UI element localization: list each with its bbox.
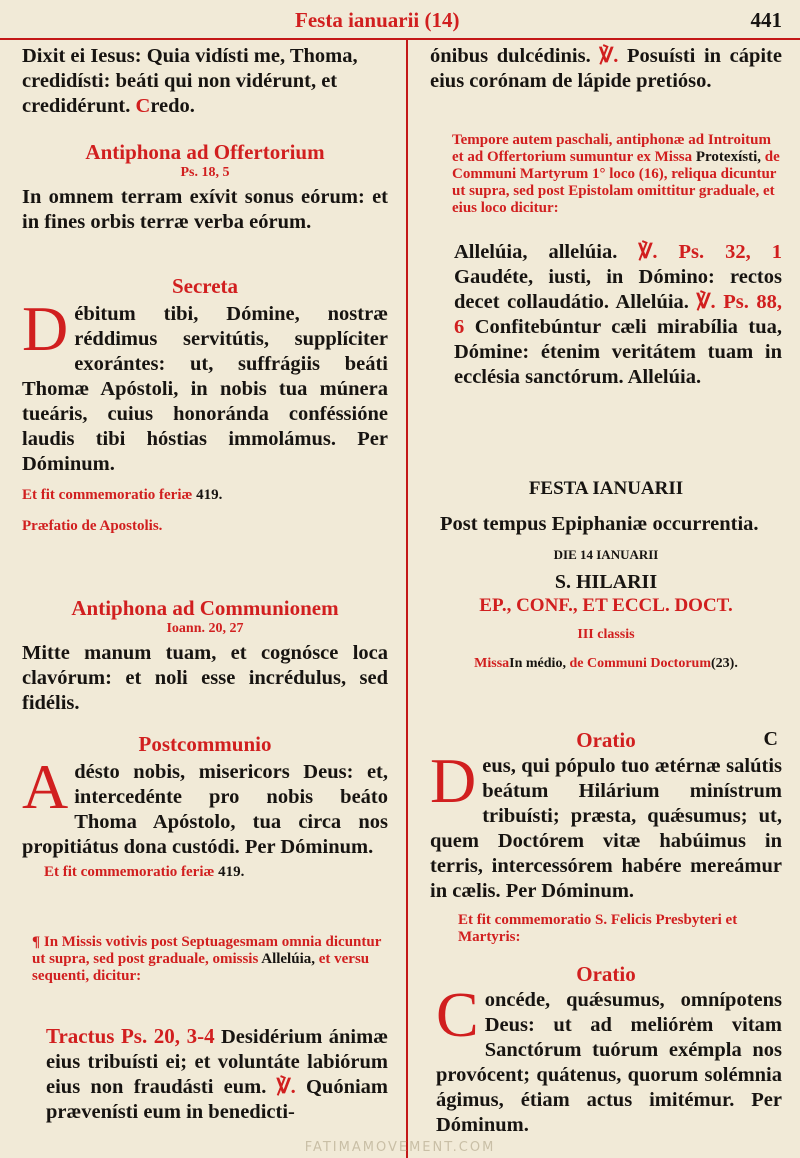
gradual-text-a: ónibus dulcédinis. — [430, 45, 591, 67]
watermark: FATIMAMOVEMENT.COM — [304, 1140, 496, 1155]
page-number: 441 — [750, 8, 782, 32]
oratio-1-heading: Oratio — [576, 728, 636, 752]
credo-rest: redo. — [150, 95, 195, 117]
communion-section — [22, 596, 388, 716]
tract-label: Tractus Ps. 20, 3-4 — [46, 1024, 215, 1048]
offertory-ref: Ps. 18, 5 — [180, 165, 230, 180]
secret-rubric-num: 419. — [196, 487, 223, 503]
tract-versicle: ℣. — [276, 1076, 296, 1098]
offertory-text: In omnem terram exívit sonus eórum: et in fines orbis terræ verba eórum. — [22, 186, 388, 233]
oratio-2-heading: Oratio — [576, 962, 636, 986]
page-header — [0, 0, 800, 38]
gospel-ending — [22, 44, 388, 119]
tract-text-2: Quóniam prævenísti eum in benedicti- — [46, 1076, 389, 1123]
page-title: Festa ianuarii (14) — [295, 8, 460, 32]
preface-rubric: Præfatio de Apostolis. — [22, 518, 163, 534]
gospel-ending-text: Dixit ei Iesus: Quia vidísti me, Thoma, credidísti: beáti qui non vidérunt, et credidérunt. — [22, 45, 358, 117]
header-rule — [0, 38, 800, 40]
tract-text: Desidérium ánimæ eius tribuísti ei; et voluntáte labiórum eius non fraudásti eum. — [46, 1026, 388, 1098]
alleluia-b: Gaudéte, iusti, in Dómino: rectos decet collaudátio. Allelúia. — [454, 266, 782, 313]
alleluia-c: Confitebúntur cæli mirabília tua, Dómine: étenim veritátem tuam in ecclésia sanctórum. Allelúia. — [454, 316, 782, 388]
missa-num: (23). — [711, 656, 738, 671]
paschal-rubric-a: Tempore autem paschali, antiphonæ ad Introitum et ad Offertorium sumuntur ex Missa — [452, 132, 771, 165]
oratio-2-dropcap: C — [436, 979, 479, 1050]
oratio-1-rubric: Et fit commemoratio S. Felicis Presbyteri et Martyris: — [458, 912, 738, 945]
oratio-2-section — [430, 962, 782, 1138]
paschal-rubric-b: de Communi Martyrum 1° loco (16), reliqua dicuntur ut supra, sed post Epistolam omittitur graduale, et eius loco dicitur: — [452, 149, 780, 216]
secret-rubric: Et fit commemoratio feriæ — [22, 487, 193, 503]
postcommunion-rubric: Et fit commemoratio feriæ — [44, 864, 215, 880]
alleluia-verse-1: ℣. Ps. 32, 1 — [638, 241, 783, 263]
votive-rubric — [22, 934, 388, 985]
credo-initial: C — [135, 95, 151, 117]
missa-introit: In médio, — [509, 656, 566, 671]
oratio-1-section — [430, 728, 782, 946]
oratio-1-class-mark: C — [763, 728, 778, 750]
postcommunion-dropcap: A — [22, 751, 69, 822]
votive-alleluia: Allelúia, — [261, 951, 315, 967]
oratio-2-text: oncéde, quǽsumus, omnípotens Deus: ut ad melióre̍m vitam Sanctórum tuórum exémpla nos provócent; quátenus, quorum solémnia ágimus, étiam actus imitémur. Per Dóminum. — [436, 989, 782, 1136]
votive-rubric-b: et versu sequenti, dicitur: — [32, 951, 370, 984]
die-line: DIE 14 IANUARII — [553, 547, 659, 562]
offertory-heading: Antiphona ad Offertorium — [85, 140, 325, 164]
secret-text: ébitum tibi, Dómine, nostræ réddimus servitútis, supplíciter exorántes: ut, suffrágiis beáti Thomæ Apóstoli, in nobis tua múnera tueáris, cuius honoránda conféssióne laudis tibi hóstias immolámus. Per Dóminum. — [22, 303, 388, 475]
paschal-rubric — [430, 132, 782, 217]
tract-section — [22, 1024, 388, 1125]
missa-communi: de Communi Doctorum — [569, 656, 711, 671]
votive-rubric-a: ¶ In Missis votivis post Septuagesmam omnia dicuntur ut supra, sed post graduale, omissis — [32, 934, 382, 967]
paschal-protexisti: Protexísti, — [695, 149, 761, 165]
alleluia-a: Allelúia, allelúia. — [454, 241, 618, 263]
postcommunion-rubric-num: 419. — [218, 864, 245, 880]
saint-name: S. HILARII — [554, 571, 658, 593]
feast-header — [430, 478, 782, 672]
gradual-versicle: ℣. — [599, 45, 619, 67]
gradual-text-b: Posuísti in cápite eius corónam de lápide pretióso. — [430, 45, 782, 92]
alleluia-verse-2: ℣. Ps. 88, 6 — [454, 291, 783, 338]
festa-title: FESTA IANUARII — [528, 478, 684, 499]
oratio-1-dropcap: D — [430, 745, 477, 816]
oratio-1-text: eus, qui pópulo tuo ætérnæ salútis beátum Hilárium minístrum tribuísti; præsta, quǽsumus; ut, quem Doctórem vitæ habúimus in terris, intercessórem habére mereámur in cælis. Per Dóminum. — [430, 755, 782, 902]
postcommunion-text: désto nobis, misericors Deus: et, intercedénte pro nobis beáto Thoma Apóstolo, tua circa nos propitiátus dona custódi. Per Dóminum. — [22, 761, 388, 858]
festa-note: Post tempus Epiphaniæ occurrentia. — [440, 513, 759, 535]
gradual-ending — [430, 44, 782, 94]
secret-heading: Secreta — [171, 274, 239, 298]
communion-ref: Ioann. 20, 27 — [166, 621, 244, 636]
offertory-section — [22, 140, 388, 235]
alleluia-section — [430, 240, 782, 390]
secret-dropcap: D — [22, 293, 69, 364]
saint-title: EP., CONF., ET ECCL. DOCT. — [479, 595, 733, 616]
column-divider — [406, 38, 408, 1158]
missa-label: Missa — [474, 656, 510, 671]
classis: III classis — [577, 627, 635, 642]
communion-text: Mitte manum tuam, et cognósce loca clavórum: et noli esse incrédulus, sed fidélis. — [22, 642, 388, 714]
postcommunion-heading: Postcommunio — [138, 732, 272, 756]
secret-section — [22, 274, 388, 535]
communion-heading: Antiphona ad Communionem — [71, 596, 339, 620]
postcommunion-section — [22, 732, 388, 881]
